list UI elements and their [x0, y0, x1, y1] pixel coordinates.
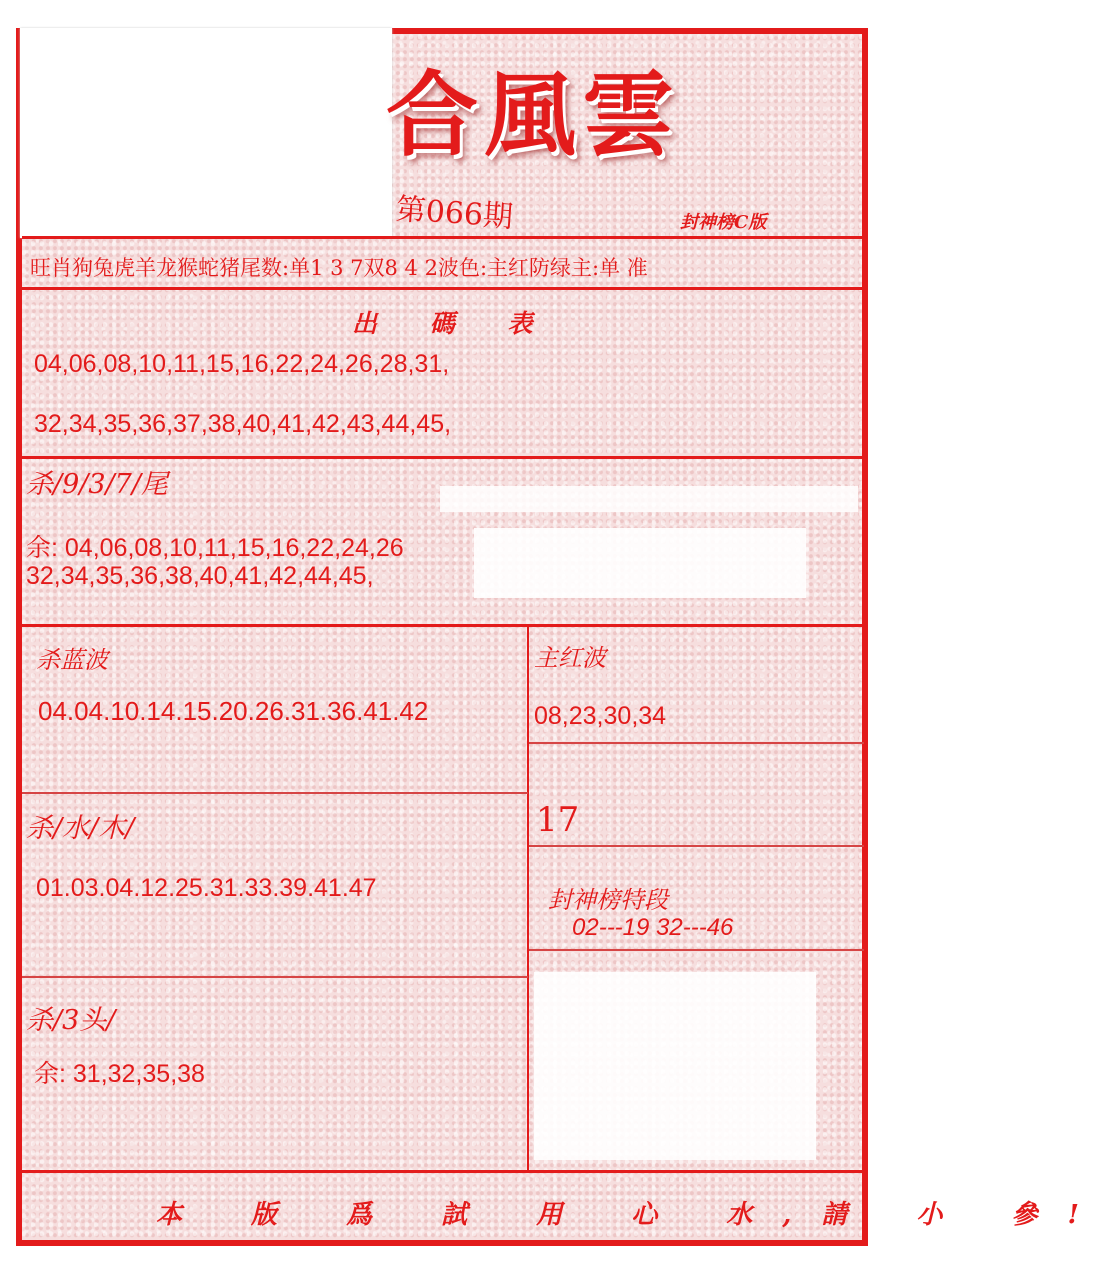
tail-kill-row: 32,34,35,36,38,40,41,42,44,45, — [26, 562, 374, 590]
divider — [529, 949, 864, 951]
main-red-numbers: 08,23,30,34 — [534, 702, 667, 730]
divider — [22, 976, 528, 978]
code-table-heading: 出 碼 表 — [352, 309, 555, 338]
divider — [529, 845, 864, 847]
divider — [22, 792, 528, 794]
edition-label: 封神榜C版 — [680, 212, 767, 233]
main-red-heading: 主红波 — [534, 644, 606, 672]
special-segment-numbers: 02---19 32---46 — [572, 914, 734, 941]
special-segment-heading: 封神榜特段 — [548, 886, 668, 914]
blank-panel — [534, 972, 816, 1160]
element-kill-numbers: 01.03.04.12.25.31.33.39.41.47 — [36, 874, 377, 902]
footer-note: 本 版 爲 試 用 心 水,請 小 參! — [156, 1200, 1109, 1230]
blue-kill-heading: 杀蓝波 — [36, 646, 108, 674]
tail-kill-heading: 杀/9/3/7/尾 — [26, 469, 168, 500]
single-number: 17 — [536, 800, 580, 840]
code-table-row: 04,06,08,10,11,15,16,22,24,26,28,31, — [34, 350, 450, 378]
blank-panel — [474, 528, 806, 598]
divider — [22, 287, 864, 290]
blue-kill-numbers: 04.04.10.14.15.20.26.31.36.41.42 — [38, 696, 429, 726]
head-kill-numbers: 余: 31,32,35,38 — [34, 1060, 205, 1088]
head-kill-heading: 杀/3头/ — [26, 1005, 116, 1036]
column-divider — [527, 626, 529, 1172]
divider — [22, 1170, 864, 1173]
info-line: 旺肖狗兔虎羊龙猴蛇猪尾数:单1 3 7双8 4 2波色:主红防绿主:单 准 — [30, 256, 648, 280]
blank-panel — [440, 486, 858, 512]
element-kill-heading: 杀/水/木/ — [26, 813, 135, 844]
logo-placeholder — [20, 28, 392, 238]
divider — [22, 236, 864, 239]
issue-number: 第066期 — [394, 191, 515, 236]
code-table-row: 32,34,35,36,37,38,40,41,42,43,44,45, — [34, 410, 452, 438]
sheet-title: 合風雲 — [386, 61, 681, 169]
divider — [22, 624, 864, 627]
tail-kill-row: 余: 04,06,08,10,11,15,16,22,24,26 — [26, 534, 404, 562]
divider — [22, 456, 864, 459]
divider — [529, 742, 864, 744]
